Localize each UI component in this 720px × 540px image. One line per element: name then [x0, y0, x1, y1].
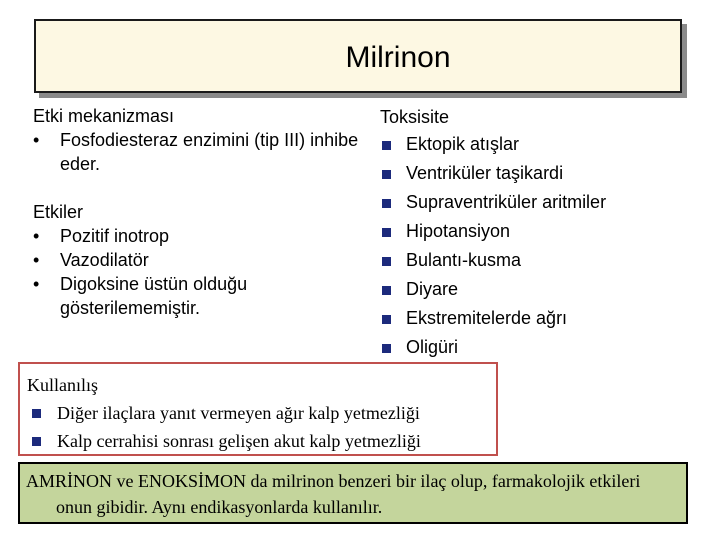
square-bullet-icon: [382, 257, 391, 266]
left-column: [33, 104, 363, 320]
square-bullet-icon: [382, 344, 391, 353]
effects-list: [33, 224, 363, 320]
effects-item: • Vazodilatör: [33, 250, 149, 270]
square-bullet-icon: [382, 315, 391, 324]
toxicity-item: Diyare: [380, 275, 700, 304]
note-box: [18, 462, 688, 524]
effects-item: • Pozitif inotrop: [33, 226, 170, 246]
square-bullet-icon: [32, 437, 41, 446]
slide-title: Milrinon: [345, 41, 451, 74]
square-bullet-icon: [32, 409, 41, 418]
right-column: [380, 104, 700, 362]
bullet-dot-icon: •: [33, 130, 40, 150]
toxicity-item: Hipotansiyon: [380, 217, 700, 246]
toxicity-heading: Toksisite: [380, 107, 450, 127]
effects-item: • Digoksine üstün olduğu gösterilememiştir.: [33, 274, 248, 318]
usage-item: Diğer ilaçlara yanıt vermeyen ağır kalp yetmezliği: [27, 399, 496, 427]
square-bullet-icon: [382, 141, 391, 150]
bullet-dot-icon: •: [33, 226, 40, 246]
toxicity-item: Ekstremitelerde ağrı: [380, 304, 700, 333]
effects-heading: Etkiler: [33, 202, 84, 222]
note-text: AMRİNON ve ENOKSİMON da milrinon benzeri bir ilaç olup, farmakolojik etkileri onun gibidir. Aynı endikasyonlarda kullanılır.: [26, 471, 641, 517]
bullet-dot-icon: •: [33, 274, 40, 294]
toxicity-item: Ektopik atışlar: [380, 130, 700, 159]
toxicity-item: Oligüri: [380, 333, 700, 362]
square-bullet-icon: [382, 286, 391, 295]
square-bullet-icon: [382, 170, 391, 179]
square-bullet-icon: [382, 199, 391, 208]
toxicity-item: Bulantı-kusma: [380, 246, 700, 275]
square-bullet-icon: [382, 228, 391, 237]
mechanism-list: [33, 128, 363, 176]
bullet-dot-icon: •: [33, 250, 40, 270]
mechanism-item: • Fosfodiesteraz enzimini (tip III) inhibe eder.: [33, 130, 359, 174]
toxicity-item: Supraventriküler aritmiler: [380, 188, 700, 217]
usage-box: [18, 362, 498, 456]
usage-item: Kalp cerrahisi sonrası gelişen akut kalp yetmezliği: [27, 427, 496, 455]
usage-list: [27, 399, 496, 455]
toxicity-list: [380, 130, 700, 362]
mechanism-heading: Etki mekanizması: [33, 106, 175, 126]
usage-heading: Kullanılış: [27, 375, 98, 395]
toxicity-item: Ventriküler taşikardi: [380, 159, 700, 188]
